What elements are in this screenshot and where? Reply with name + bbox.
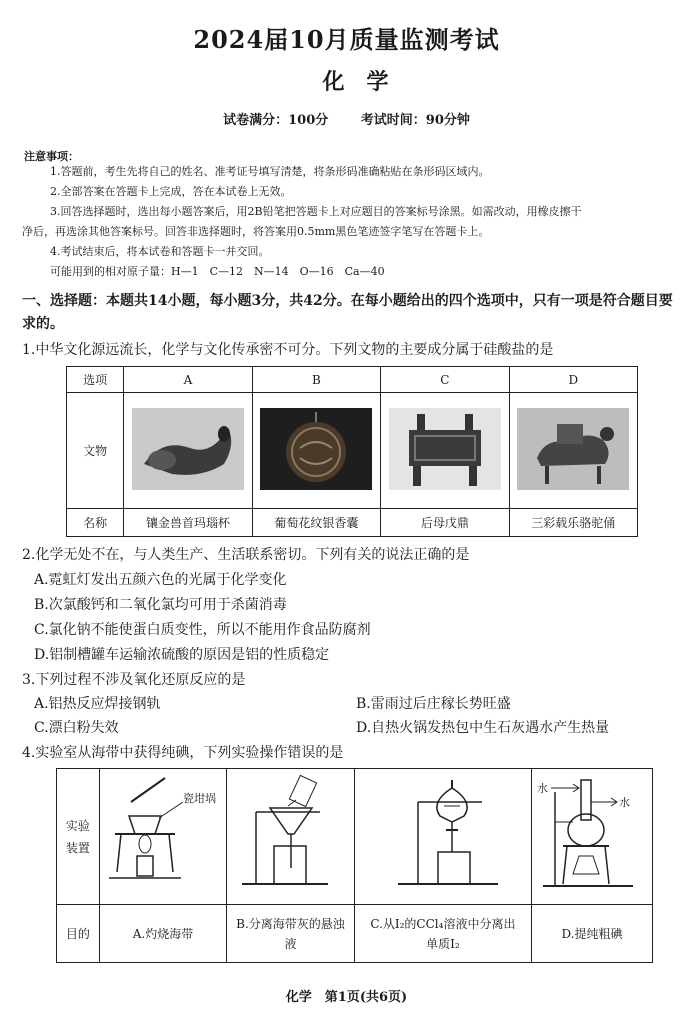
- q4-purpose-a: A.灼烧海带: [99, 905, 227, 963]
- q4-apparatus-d: [532, 769, 653, 905]
- notice-item: 3.回答选择题时，选出每小题答案后，用2B铅笔把答题卡上对应题目的答案标号涂黑。如需改动，用橡皮擦干: [50, 205, 582, 218]
- filtration-apparatus: [228, 772, 352, 898]
- q1-name-row: [67, 509, 638, 537]
- notice-item: 可能用到的相对原子量：H—1 C—12 N—14 O—16 Ca—40: [50, 265, 385, 278]
- q1-row-label: 文物: [67, 393, 124, 509]
- notice-item: 1.答题前，考生先将自己的姓名、准考证号填写清楚，将条形码准确粘贴在条形码区域内。: [50, 165, 490, 178]
- q4-purpose-b: B.分离海带灰的悬浊液: [227, 905, 355, 963]
- notice-item: 2.全部答案在答题卡上完成，答在本试卷上无效。: [50, 185, 292, 198]
- sublimation-apparatus: [533, 772, 651, 898]
- q1-table: [66, 366, 638, 537]
- crucible-label: 瓷坩埚: [182, 792, 216, 805]
- q2-option-a: A.霓虹灯发出五颜六色的光属于化学变化: [34, 572, 287, 588]
- q4-apparatus-c: [354, 769, 531, 905]
- q3-stem: 3.下列过程不涉及氧化还原反应的是: [22, 672, 246, 688]
- q4-apparatus-b: [227, 769, 355, 905]
- q1-name-c: 后母戊鼎: [381, 509, 509, 537]
- q4-purpose-row: [57, 905, 653, 963]
- q1-image-c: [381, 393, 509, 509]
- notice-item: 4.考试结束后，将本试卷和答题卡一并交回。: [50, 245, 270, 258]
- q4-apparatus-a: [99, 769, 227, 905]
- page-footer: 化学 第1页(共6页): [285, 990, 408, 1005]
- exam-time: 考试时间：90分钟: [360, 113, 470, 128]
- q1-image-row: [67, 393, 638, 509]
- q1-col-a: A: [124, 367, 252, 393]
- full-score: 试卷满分：100分: [223, 113, 329, 128]
- q3-option-c: C.漂白粉失效: [34, 720, 119, 736]
- section-heading: 一、选择题：本题共14小题，每小题3分，共42分。在每小题给出的四个选项中，只有一项是符合题目要求的。: [22, 293, 673, 332]
- q4-stem: 4.实验室从海带中获得纯碘，下列实验操作错误的是: [22, 745, 344, 761]
- bronze-ding-image: [389, 408, 501, 490]
- q1-header-row: [67, 367, 638, 393]
- q3-option-d: D.自热火锅发热包中生石灰遇水产生热量: [356, 720, 610, 736]
- silver-sachet-image: [260, 408, 372, 490]
- sancai-camel-image: [517, 408, 629, 490]
- q1-image-a: [124, 393, 252, 509]
- subject-title: 化学: [322, 69, 411, 95]
- exam-title: 2024届10月质量监测考试: [193, 25, 500, 54]
- q1-col-b: B: [252, 367, 380, 393]
- q1-row-label: 选项: [67, 367, 124, 393]
- notice-item: 净后，再选涂其他答案标号。回答非选择题时，将答案用0.5mm黑色笔迹签字笔写在答题卡上。: [22, 225, 490, 238]
- q4-row-label-purpose: 目的: [57, 905, 100, 963]
- q4-purpose-c: C.从I₂的CCl₄溶液中分离出单质I₂: [354, 905, 531, 963]
- q1-col-c: C: [381, 367, 509, 393]
- q1-name-d: 三彩载乐骆驼俑: [509, 509, 637, 537]
- q2-option-c: C.氯化钠不能使蛋白质变性，所以不能用作食品防腐剂: [34, 622, 371, 638]
- water-in-label: 水: [537, 782, 549, 795]
- agate-cup-image: [132, 408, 244, 490]
- notice-list: [22, 162, 682, 282]
- q4-purpose-d: D.提纯粗碘: [532, 905, 653, 963]
- q2-option-d: D.铝制槽罐车运输浓硫酸的原因是铝的性质稳定: [34, 647, 330, 663]
- q1-col-d: D: [509, 367, 637, 393]
- q1-name-b: 葡萄花纹银香囊: [252, 509, 380, 537]
- q1-name-a: 镶金兽首玛瑙杯: [124, 509, 252, 537]
- notice-title: 注意事项：: [24, 150, 79, 163]
- q1-row-label: 名称: [67, 509, 124, 537]
- q2-option-b: B.次氯酸钙和二氧化氯均可用于杀菌消毒: [34, 597, 287, 613]
- separatory-funnel-apparatus: [358, 772, 528, 898]
- q4-apparatus-row: [57, 769, 653, 905]
- q4-table: [56, 768, 653, 963]
- crucible-burner-apparatus: [101, 772, 225, 898]
- q2-stem: 2.化学无处不在，与人类生产、生活联系密切。下列有关的说法正确的是: [22, 547, 470, 563]
- q1-stem: 1.中华文化源远流长，化学与文化传承密不可分。下列文物的主要成分属于硅酸盐的是: [22, 342, 554, 358]
- water-out-label: 水: [619, 796, 631, 809]
- q1-image-b: [252, 393, 380, 509]
- exam-meta: [0, 109, 693, 128]
- q4-row-label-apparatus: 实验装置: [57, 769, 100, 905]
- q3-option-b: B.雷雨过后庄稼长势旺盛: [356, 696, 511, 712]
- q3-option-a: A.铝热反应焊接钢轨: [34, 696, 161, 712]
- q1-image-d: [509, 393, 637, 509]
